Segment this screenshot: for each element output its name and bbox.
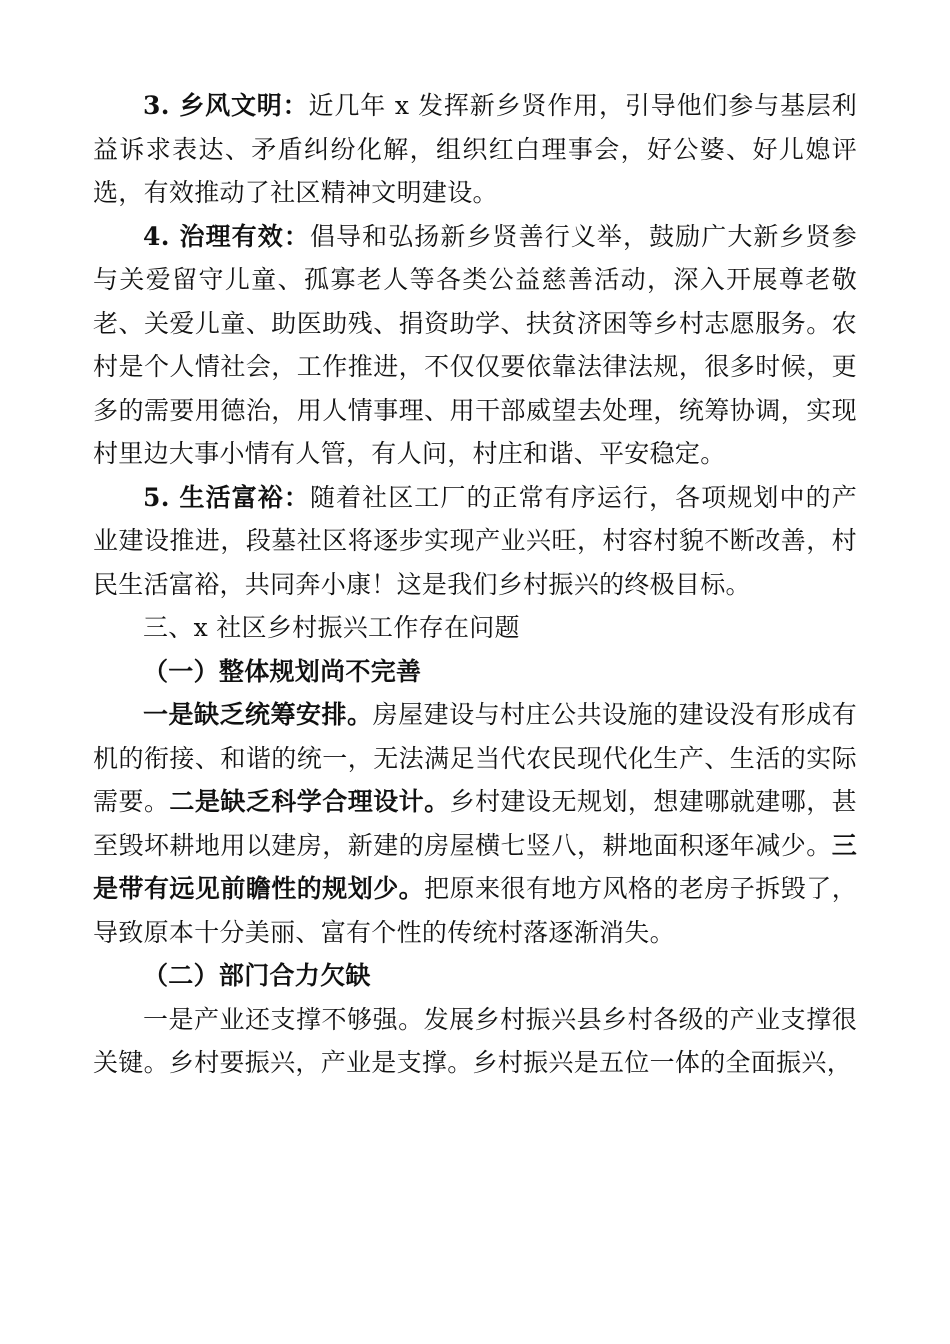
paragraph-lead-prosperous-life: 5. 生活富裕： — [143, 482, 310, 512]
paragraph-planning-problems — [93, 693, 857, 954]
paragraph-rural-civilization — [93, 84, 857, 215]
subheading-planning: （一）整体规划尚不完善 — [143, 656, 422, 686]
subheading-department-cooperation: （二）部门合力欠缺 — [143, 961, 371, 990]
paragraph-industry-support: 一是产业还支撑不够强。发展乡村振兴县乡村各级的产业支撑很关键。乡村要振兴，产业是支撑。乡村振兴是五位一体的全面振兴， — [93, 1004, 857, 1077]
paragraph-text-effective-governance: 倡导和弘扬新乡贤善行义举，鼓励广大新乡贤参与关爱留守儿童、孤寡老人等各类公益慈善活动，深入开展尊老敬老、关爱儿童、助医助残、捐资助学、扶贫济困等乡村志愿服务。农村是个人情社会，工作推进，不仅仅要依靠法律法规，很多时候，更多的需要用德治，用人情事理、用干部威望去处理，统筹协调，实现村里边大事小情有人管，有人问，村庄和谐、平安稳定。 — [93, 221, 857, 468]
paragraph-prosperous-life — [93, 476, 857, 607]
paragraph-lead-effective-governance: 4. 治理有效： — [143, 221, 310, 251]
problem-lead-3: 三是带有远见前瞻性的规划少。 — [93, 830, 857, 903]
paragraph-text-rural-civilization: 近几年 x 发挥新乡贤作用，引导他们参与基层利益诉求表达、矛盾纠纷化解，组织红白理事会，好公婆、好儿媳评选，有效推动了社区精神文明建设。 — [93, 91, 857, 207]
paragraph-lead-rural-civilization: 3. 乡风文明： — [143, 91, 309, 120]
document-body — [93, 84, 857, 1085]
problem-lead-1: 一是缺乏统筹安排。 — [143, 700, 373, 729]
section-heading: 三、x 社区乡村振兴工作存在问题 — [143, 613, 520, 642]
problem-lead-2: 二是缺乏科学合理设计。 — [169, 787, 450, 816]
problem-text-1: 房屋建设与村庄公共设施的建设没有形成有机的衔接、和谐的统一，无法满足当代农民现代化生产、生活的实际需要。 — [93, 700, 858, 816]
paragraph-effective-governance — [93, 215, 857, 476]
paragraph-text-prosperous-life: 随着社区工厂的正常有序运行，各项规划中的产业建设推进，段墓社区将逐步实现产业兴旺，村容村貌不断改善，村民生活富裕，共同奔小康！这是我们乡村振兴的终极目标。 — [93, 482, 857, 599]
problem-text-3: 把原来很有地方风格的老房子拆毁了，导致原本十分美丽、富有个性的传统村落逐渐消失。 — [93, 874, 857, 947]
problem-text-2: 乡村建设无规划，想建哪就建哪，甚至毁坏耕地用以建房，新建的房屋横七竖八，耕地面积逐年减少。 — [93, 787, 857, 860]
